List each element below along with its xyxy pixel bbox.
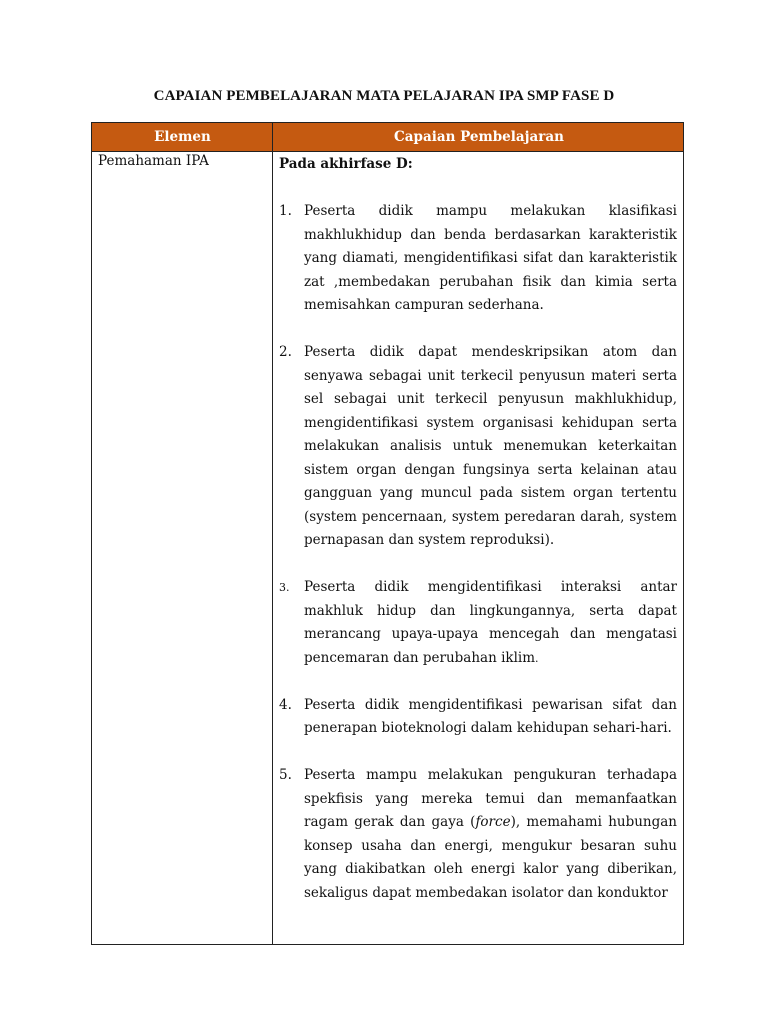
list-item	[279, 764, 677, 905]
learning-outcomes-table	[91, 122, 684, 945]
list-item-text: Peserta didik mengidentifikasi pewarisan sifat dan penerapan bioteknologi dalam kehidupan sehari-hari.	[304, 696, 677, 736]
list-item	[279, 200, 677, 318]
list-item-number: 1.	[279, 203, 292, 219]
table-header-row	[92, 123, 683, 152]
document-title: CAPAIAN PEMBELAJARAN MATA PELAJARAN IPA SMP FASE D	[153, 88, 615, 104]
list-item-text: Peserta didik mengidentifikasi interaksi antar makhluk hidup dan lingkungannya, serta dapat merancang upaya-upaya mencegah dan mengatasi pencemaran dan perubahan iklim	[304, 579, 677, 666]
element-cell: Pemahaman IPA	[98, 153, 209, 169]
header-capaian-pembelajaran: Capaian Pembelajaran	[394, 129, 564, 145]
phase-lead-text: Pada akhirfase D:	[279, 156, 413, 172]
learning-outcomes-cell	[279, 153, 677, 929]
header-elemen: Elemen	[154, 129, 211, 145]
list-item-text-continued: ), memahami hubungan konsep usaha dan energi, mengukur besaran suhu yang diakibatkan oleh energi kalor yang diberikan, sekaligus dapat membedakan isolator dan konduktor	[304, 814, 677, 901]
list-item	[279, 694, 677, 741]
list-item-text: Peserta didik dapat mendeskripsikan atom dan senyawa sebagai unit terkecil penyusun materi serta sel sebagai unit terkecil penyusun makhlukhidup, mengidentifikasi system organisasi kehidupan serta melakukan analisis untuk menemukan keterkaitan sistem organ dengan fungsinya serta kelainan atau gangguan yang muncul pada sistem organ tertentu (system pencernaan, system peredaran darah, system pernapasan dan system reproduksi).	[304, 344, 677, 548]
list-item-text: Peserta didik mampu melakukan klasifikasi makhlukhidup dan benda berdasarkan karakteristik yang diamati, mengidentifikasi sifat dan karakteristik zat ,membedakan perubahan fisik dan kimia serta memisahkan campuran sederhana.	[304, 203, 677, 313]
list-item-number: 5.	[279, 767, 292, 783]
list-item-number: 4.	[279, 696, 292, 713]
list-item-number: 2.	[279, 344, 292, 360]
list-item	[279, 576, 677, 670]
list-item-number: 3.	[279, 581, 290, 594]
column-divider	[272, 123, 273, 944]
list-item-italic-term: force	[475, 814, 511, 830]
list-item-text-tail: .	[535, 651, 539, 665]
list-item	[279, 341, 677, 553]
list-item-text: Peserta mampu melakukan pengukuran terhadapa spekfisis yang mereka temui dan memanfaatkan ragam gerak dan gaya (	[304, 767, 677, 830]
